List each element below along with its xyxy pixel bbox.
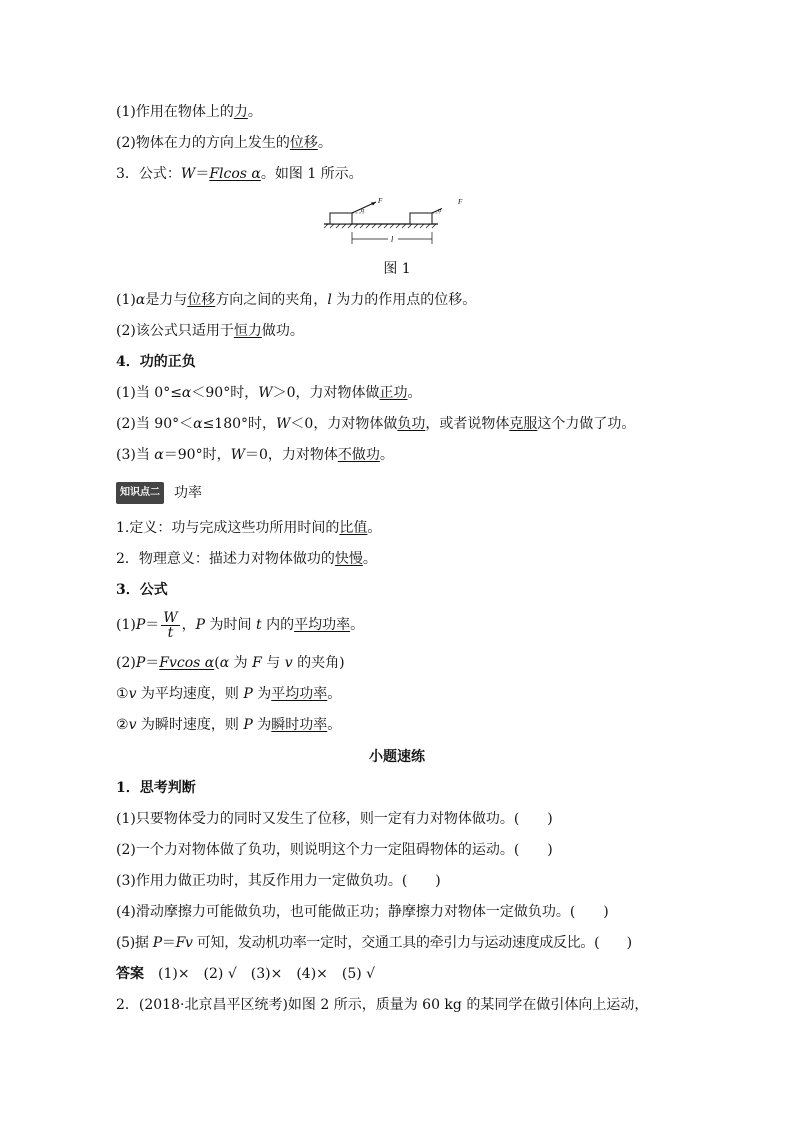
- question-5: (5)据 P＝Fv 可知，发动机功率一定时，交通工具的牵引力与运动速度成反比。( ): [116, 935, 632, 951]
- section-power-heading: [116, 482, 202, 504]
- displacement-label: l: [391, 235, 394, 244]
- answer-constant-force: 恒力: [233, 323, 262, 339]
- answer-average-power-2: 平均功率: [271, 686, 328, 702]
- angle-label-end: α: [438, 208, 442, 214]
- heading-power-formula: 3．公式: [116, 582, 168, 598]
- item-displacement: (2)物体在力的方向上发生的位移。: [116, 135, 332, 151]
- item-zero-work: (3)当 α＝90°时，W＝0，力对物体不做功。: [116, 447, 394, 463]
- heading-sign-of-work: 4．功的正负: [116, 354, 196, 370]
- answer-force: 力: [233, 104, 248, 120]
- item-constant-force: (2)该公式只适用于恒力做功。: [116, 323, 304, 339]
- figure-1-caption: 图 1: [383, 261, 411, 277]
- answer-no-work: 不做功: [337, 447, 380, 463]
- item-force-on-object: (1)作用在物体上的力。: [116, 104, 262, 120]
- question-4: (4)滑动摩擦力可能做负功，也可能做正功；静摩擦力对物体一定做负功。( ): [116, 904, 609, 920]
- answer-ratio: 比值: [339, 520, 368, 536]
- answer-displacement: 位移: [289, 135, 318, 151]
- answer-fvcos: Fvcos α: [159, 655, 215, 671]
- figure-1-diagram: [322, 196, 442, 252]
- heading-true-false: 1．思考判断: [116, 780, 196, 796]
- answer-negative-work: 负功: [397, 416, 426, 432]
- item-power-fv-formula: (2)P＝Fvcos α(α 为 F 与 v 的夹角): [116, 655, 345, 671]
- answer-label: 答案: [116, 966, 144, 982]
- force-label-start: F: [378, 197, 383, 205]
- section-power-title: 功率: [174, 485, 202, 501]
- item-negative-work: (2)当 90°＜α≤180°时，W＜0，力对物体做负功，或者说物体克服这个力做了功。: [116, 416, 636, 432]
- fraction-w-over-t: $\frac{W}{t}$: [163, 609, 178, 641]
- answer-positive-work: 正功: [379, 385, 408, 401]
- formula-line: 3．公式：W＝Flcos α。如图 1 所示。: [116, 166, 363, 182]
- answer-displacement-direction: 位移: [187, 292, 216, 308]
- question-2: (2)一个力对物体做了负功，则说明这个力一定阻碍物体的运动。( ): [116, 842, 553, 858]
- item-average-power-formula: (1)P＝ $\frac{W}{t}$ ，P 为时间 t 内的平均功率。: [116, 609, 365, 641]
- ground-hatching: [324, 224, 436, 228]
- item-instant-velocity: ②v 为瞬时速度，则 P 为瞬时功率。: [116, 717, 342, 733]
- question-2-intro: 2．(2018·北京昌平区统考)如图 2 所示，质量为 60 kg 的某同学在做引体向上运动，: [116, 997, 649, 1013]
- answer-rate: 快慢: [334, 551, 363, 567]
- force-label-end-holder: [456, 196, 476, 210]
- item-average-velocity: ①v 为平均速度，则 P 为平均功率。: [116, 686, 342, 702]
- item-positive-work: (1)当 0°≤α＜90°时，W＞0，力对物体做正功。: [116, 385, 422, 401]
- question-1: (1)只要物体受力的同时又发生了位移，则一定有力对物体做功。( ): [116, 811, 553, 827]
- item-alpha-definition: (1)α是力与位移方向之间的夹角，l 为力的作用点的位移。: [116, 292, 477, 308]
- answer-line: [116, 964, 375, 984]
- answer-overcome: 克服: [509, 416, 538, 432]
- answer-average-power: 平均功率: [294, 617, 351, 633]
- force-label-end: F: [458, 198, 463, 206]
- block-end: [410, 213, 432, 224]
- angle-label-start: α: [361, 208, 365, 214]
- block-start: [330, 213, 352, 224]
- item-power-meaning: 2．物理意义：描述力对物体做功的快慢。: [116, 551, 377, 567]
- answer-instant-power: 瞬时功率: [271, 717, 328, 733]
- knowledge-point-badge: 知识点二: [116, 482, 164, 504]
- answer-formula: Flcos α: [209, 166, 261, 182]
- item-power-definition: 1.定义：功与完成这些功所用时间的比值。: [116, 520, 382, 536]
- question-3: (3)作用力做正功时，其反作用力一定做负功。( ): [116, 873, 441, 889]
- answer-values: (1)× (2) √ (3)× (4)× (5) √: [144, 966, 376, 982]
- section-quick-practice-title: 小题速练: [369, 749, 425, 765]
